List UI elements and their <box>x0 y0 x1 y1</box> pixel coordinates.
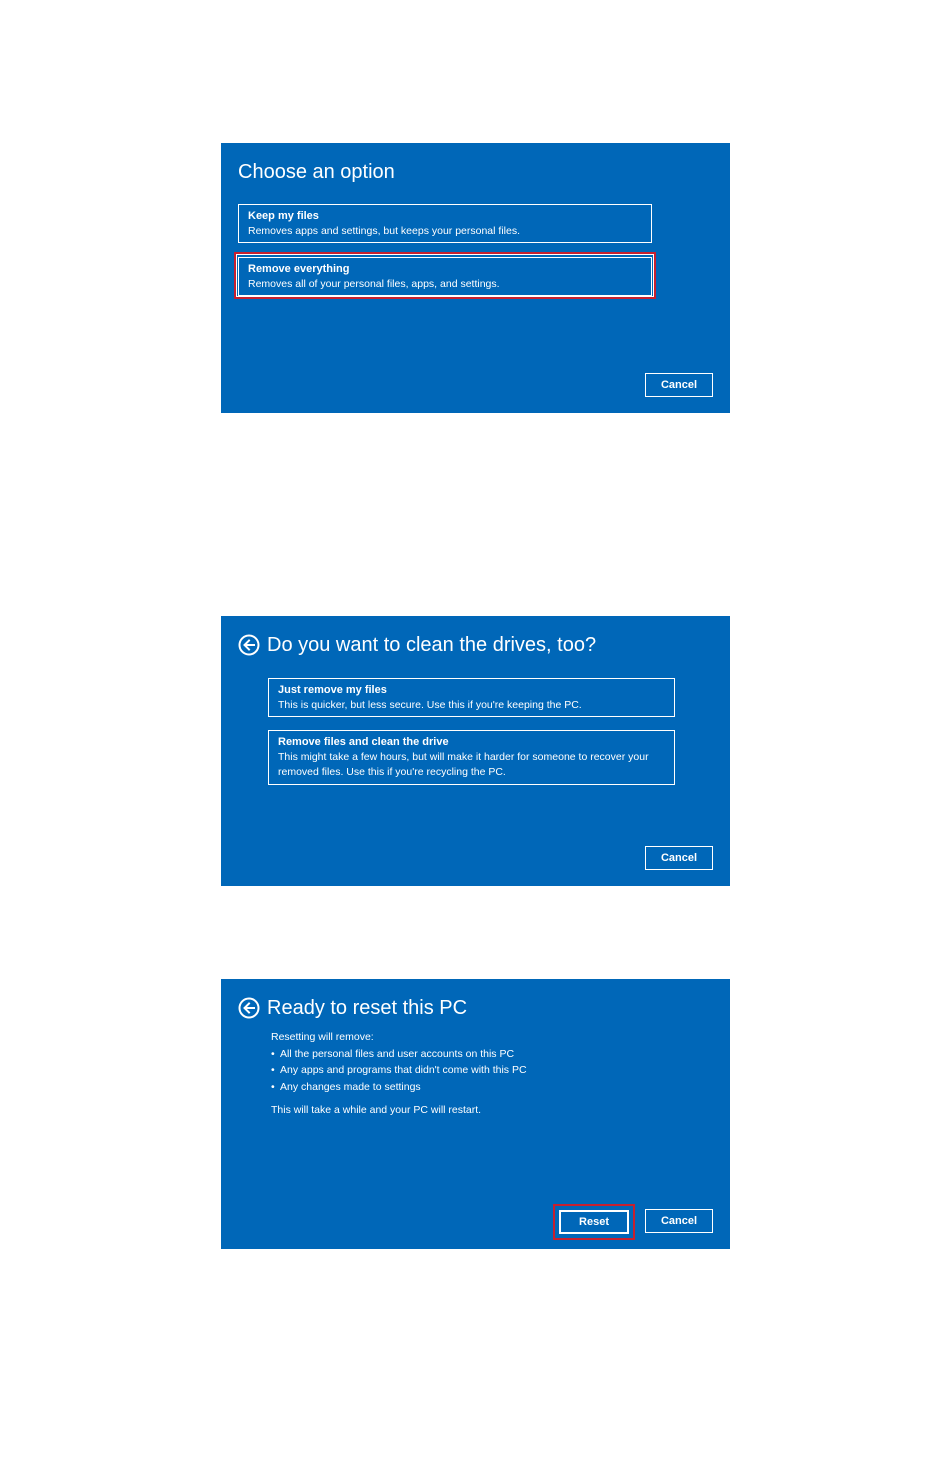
bullet-text: All the personal files and user accounts on this PC <box>280 1047 515 1060</box>
reset-summary <box>271 1029 691 1119</box>
option-description: Removes all of your personal files, apps, and settings. <box>248 278 500 290</box>
option-title: Just remove my files <box>278 684 387 696</box>
option-description: This might take a few hours, but will make it harder for someone to recover your removed files. Use this if you're recycling the PC. <box>278 751 649 778</box>
restart-note: This will take a while and your PC will restart. <box>271 1104 482 1116</box>
choose-option-screen <box>221 143 730 413</box>
back-arrow-circle-icon[interactable] <box>238 634 260 656</box>
option-title: Remove files and clean the drive <box>278 736 449 748</box>
bullet-text: Any changes made to settings <box>280 1080 421 1093</box>
list-item <box>271 1062 691 1079</box>
option-description: This is quicker, but less secure. Use this if you're keeping the PC. <box>278 699 582 711</box>
list-item <box>271 1046 691 1063</box>
cancel-button[interactable]: Cancel <box>645 846 713 870</box>
remove-files-and-clean-drive-option[interactable] <box>268 730 675 785</box>
back-arrow-circle-icon[interactable] <box>238 997 260 1019</box>
cancel-button[interactable]: Cancel <box>645 373 713 397</box>
option-title: Keep my files <box>248 210 319 222</box>
option-description: Removes apps and settings, but keeps your personal files. <box>248 225 520 237</box>
keep-my-files-option[interactable] <box>238 204 652 243</box>
remove-everything-option[interactable] <box>238 257 652 296</box>
page-title: Choose an option <box>238 161 395 183</box>
ready-to-reset-screen <box>221 979 730 1249</box>
clean-drives-screen <box>221 616 730 886</box>
bullet-text: Any apps and programs that didn't come with this PC <box>280 1064 527 1076</box>
just-remove-my-files-option[interactable] <box>268 678 675 717</box>
cancel-button[interactable]: Cancel <box>645 1209 713 1233</box>
page-title: Do you want to clean the drives, too? <box>267 634 597 656</box>
reset-bullet-list <box>271 1046 691 1096</box>
reset-button[interactable]: Reset <box>559 1210 629 1234</box>
page-title: Ready to reset this PC <box>267 997 468 1019</box>
option-title: Remove everything <box>248 263 350 275</box>
reset-intro: Resetting will remove: <box>271 1031 374 1043</box>
list-item <box>271 1079 691 1096</box>
